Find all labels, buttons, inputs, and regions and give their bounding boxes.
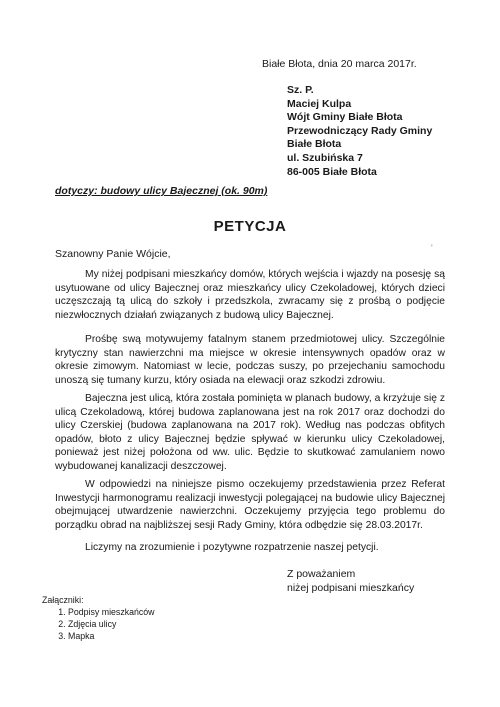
recipient-line: Przewodniczący Rady Gminy [287,124,433,137]
recipient-line: 86-005 Białe Błota [287,165,377,178]
attachments-list [42,594,155,642]
recipient-line: Białe Błota [287,138,342,151]
date-line: Białe Błota, dnia 20 marca 2017r. [262,58,417,70]
paragraph-1: My niżej podpisani mieszkańcy domów, których wejścia i wjazdy na posesję są usytuowane od ulicy Bajecznej oraz mieszkańcy ulicy Czekoladowej, których dzieci uczęszczają tą ulicą do szkoły i przedszkola, zwracamy się z prośbą o podjęcie niezwłocznych działań związanych z budową ulicy Bajecznej. [55,269,445,321]
attachment-item: 1. Podpisy mieszkańców [68,606,155,618]
attachment-item: 3. Mapka [68,630,155,642]
closing-block [287,567,414,595]
closing-signatories: niżej podpisani mieszkańcy [287,582,415,594]
recipient-line: Wójt Gminy Białe Błota [287,111,403,124]
recipient-line: ul. Szubińska 7 [287,151,363,164]
closing-regards: Z poważaniem [287,568,356,580]
attachments-label: Załączniki: [42,595,84,605]
margin-mark: ' [431,243,433,253]
paragraph-2: Prośbę swą motywujemy fatalnym stanem przedmiotowej ulicy. Szczególnie krytyczny stan nawierzchni ma miejsce w okresie intensywnych opadów oraz w okresie zimowym. Natomiast w lecie, podczas suszy, po przejechaniu samochodu unoszą się tumany kurzu, który osiada na elewacji oraz szkodzi zdrowiu. [55,334,445,386]
paragraph-5: Liczymy na zrozumienie i pozytywne rozpatrzenie naszej petycji. [85,542,379,553]
paragraph-3: Bajeczna jest ulicą, która została pominięta w planach budowy, a krzyżuje się z ulicą Czekoladową, której budowa zaplanowana jest na rok 2017 oraz dochodzi do ulicy Czerskiej (budowa zaplanowana na 2017 rok). Według nas podczas obfitych opadów, błoto z ulicy Bajecznej będzie spływać w kierunku ulicy Czekoladowej, ponieważ jest niżej położona od ww. ulic. Będzie to skutkować zamulaniem nowo wybudowanej kanalizacji deszczowej. [55,393,445,472]
recipient-line: Maciej Kulpa [287,97,352,110]
recipient-address [287,84,432,179]
attachment-item: 2. Zdjęcia ulicy [68,618,155,630]
document-title: PETYCJA [213,218,287,235]
salutation: Szanowny Panie Wójcie, [55,248,171,260]
paragraph-4: W odpowiedzi na niniejsze pismo oczekujemy przedstawienia przez Referat Inwestycji harmonogramu realizacji inwestycji polegającej na budowie ulicy Bajecznej obejmującej utwardzenie nawierzchni. Oczekujemy przyjęcia tego problemu do porządku obrad na najbliższej sesji Rady Gminy, która odbędzie się 28.03.2017r. [55,479,445,531]
recipient-line: Sz. P. [287,84,314,96]
subject-line: dotyczy: budowy ulicy Bajecznej (ok. 90m) [55,185,268,197]
